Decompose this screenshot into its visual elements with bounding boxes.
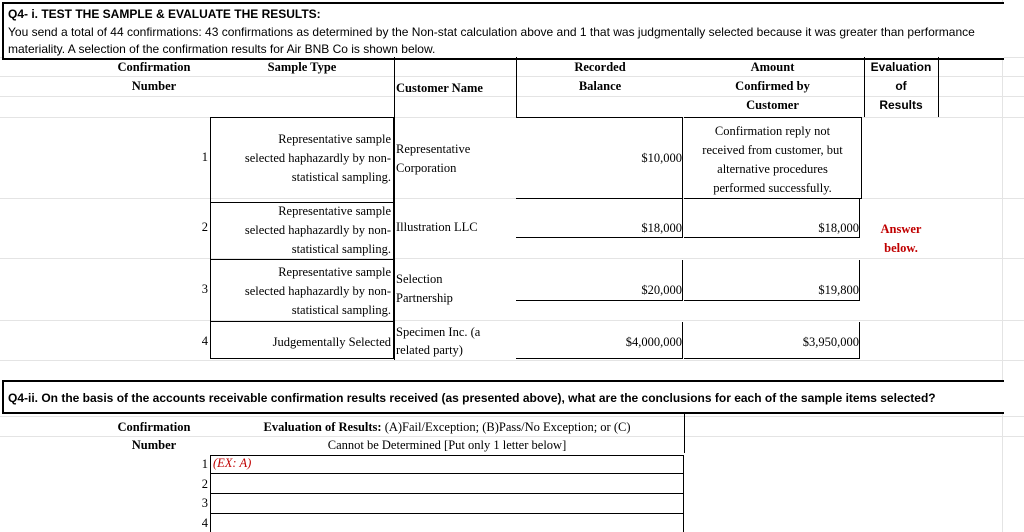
row-2-amount-confirmed: $18,000 xyxy=(684,199,860,238)
row-1-customer-line-2: Corporation xyxy=(396,161,457,175)
row-2-recorded-balance: $18,000 xyxy=(516,199,683,238)
row-2-customer: Illustration LLC xyxy=(396,220,478,234)
row-1-amount-confirmed xyxy=(684,117,862,199)
header-recorded-balance xyxy=(516,60,684,94)
question-1-title: Q4- i. TEST THE SAMPLE & EVALUATE THE RESULTS: xyxy=(8,7,321,21)
answer-row-4-input[interactable] xyxy=(210,513,684,532)
answer-row-3-input[interactable] xyxy=(210,493,684,513)
row-4-customer-line-2: related party) xyxy=(396,343,463,357)
row-2-sample-type xyxy=(210,199,394,260)
row-1-confirmed-line-4: performed successfully. xyxy=(713,181,832,195)
question-1-line-2: materiality. A selection of the confirmation results for Air BNB Co is shown below. xyxy=(8,42,436,56)
header-evaluation xyxy=(864,60,938,112)
answer-header-eval-rest: (A)Fail/Exception; (B)Pass/No Exception; or (C) xyxy=(381,420,631,434)
row-1-confirmed-line-3: alternative procedures xyxy=(717,162,828,176)
row-3-amount-confirmed: $19,800 xyxy=(684,260,860,301)
row-1-confirmed-line-1: Confirmation reply not xyxy=(714,124,831,138)
header-recorded-line-1: Recorded xyxy=(574,60,626,74)
row-3-sample-line-3: statistical sampling. xyxy=(291,303,391,317)
answer-row-2-number: 2 xyxy=(201,477,208,491)
header-eval-line-1: Evaluation xyxy=(870,60,932,74)
row-3-customer-line-1: Selection xyxy=(396,272,443,286)
answer-header-conf-line-1: Confirmation xyxy=(117,420,191,434)
question-1-line-1: You send a total of 44 confirmations: 43 confirmations as determined by the Non-stat calculation above and 1 that was judgmentally selected because it was greater than performance xyxy=(8,25,975,39)
answer-row-2-input[interactable] xyxy=(210,473,684,493)
row-3-number: 3 xyxy=(201,282,208,296)
row-4-amount-confirmed: $3,950,000 xyxy=(684,322,860,359)
header-customer-name: Customer Name xyxy=(396,81,483,95)
row-4-customer-line-1: Specimen Inc. (a xyxy=(396,325,481,339)
customer-column-border xyxy=(394,117,395,360)
row-4-customer xyxy=(396,323,516,359)
answer-header-eval-line-1 xyxy=(210,420,684,435)
header-divider xyxy=(516,57,517,117)
answer-table xyxy=(0,412,1024,532)
header-divider xyxy=(864,57,865,117)
row-4-recorded-balance: $4,000,000 xyxy=(516,322,683,359)
row-1-sample-line-1: Representative sample xyxy=(278,132,391,146)
answer-header-conf-line-2: Number xyxy=(131,438,177,452)
header-sample-type: Sample Type xyxy=(267,60,337,74)
answer-header-eval-line-2: Cannot be Determined [Put only 1 letter below] xyxy=(327,438,567,452)
row-1-customer xyxy=(396,140,516,178)
header-confirmation-line-1: Confirmation xyxy=(117,60,191,74)
answer-header-confirmation xyxy=(100,420,208,453)
row-4-sample-type: Judgementally Selected xyxy=(210,322,394,359)
row-3-sample-line-1: Representative sample xyxy=(278,265,391,279)
header-confirmation-line-2: Number xyxy=(131,79,177,93)
answer-row-4-number: 4 xyxy=(201,516,208,530)
answer-header-border xyxy=(684,412,685,453)
header-recorded-line-2: Balance xyxy=(578,79,622,93)
row-2-sample-line-2: selected haphazardly by non- xyxy=(244,223,391,237)
header-amount-line-3: Customer xyxy=(746,98,799,112)
row-3-customer xyxy=(396,270,516,308)
header-amount-confirmed xyxy=(684,60,861,113)
header-divider xyxy=(394,57,395,117)
answer-header-eval-bold: Evaluation of Results: xyxy=(263,420,382,434)
row-2-sample-line-1: Representative sample xyxy=(278,204,391,218)
row-3-sample-line-2: selected haphazardly by non- xyxy=(244,284,391,298)
answer-header-evaluation xyxy=(210,420,684,453)
question-2-text: Q4-ii. On the basis of the accounts receivable confirmation results received (as presented above), what are the conclusions for each of the sample items selected? xyxy=(8,391,936,405)
row-1-customer-line-1: Representative xyxy=(396,142,471,156)
row-4-number: 4 xyxy=(201,334,208,348)
answer-row-1-input[interactable]: (EX: A) xyxy=(210,455,684,473)
row-3-customer-line-2: Partnership xyxy=(396,291,453,305)
answer-row-3-number: 3 xyxy=(201,496,208,510)
header-eval-line-2: of xyxy=(895,79,907,93)
row-2-number: 2 xyxy=(201,220,208,234)
header-confirmation-number xyxy=(100,60,208,94)
row-1-confirmed-line-2: received from customer, but xyxy=(702,143,843,157)
answer-below-note xyxy=(866,220,936,258)
answer-note-line-1: Answer xyxy=(880,222,922,236)
row-1-sample-line-3: statistical sampling. xyxy=(291,170,391,184)
row-3-recorded-balance: $20,000 xyxy=(516,260,683,301)
row-1-recorded-balance: $10,000 xyxy=(516,117,683,199)
question-2-box xyxy=(2,380,1004,414)
answer-row-1-number: 1 xyxy=(201,457,208,471)
row-1-sample-type xyxy=(210,117,394,203)
row-1-number: 1 xyxy=(201,150,208,164)
header-amount-line-2: Confirmed by xyxy=(735,79,810,93)
header-amount-line-1: Amount xyxy=(750,60,795,74)
header-eval-line-3: Results xyxy=(879,98,923,112)
row-3-sample-type xyxy=(210,260,394,322)
row-2-sample-line-3: statistical sampling. xyxy=(291,242,391,256)
answer-note-line-2: below. xyxy=(884,241,918,255)
row-1-sample-line-2: selected haphazardly by non- xyxy=(244,151,391,165)
header-divider xyxy=(938,57,939,117)
